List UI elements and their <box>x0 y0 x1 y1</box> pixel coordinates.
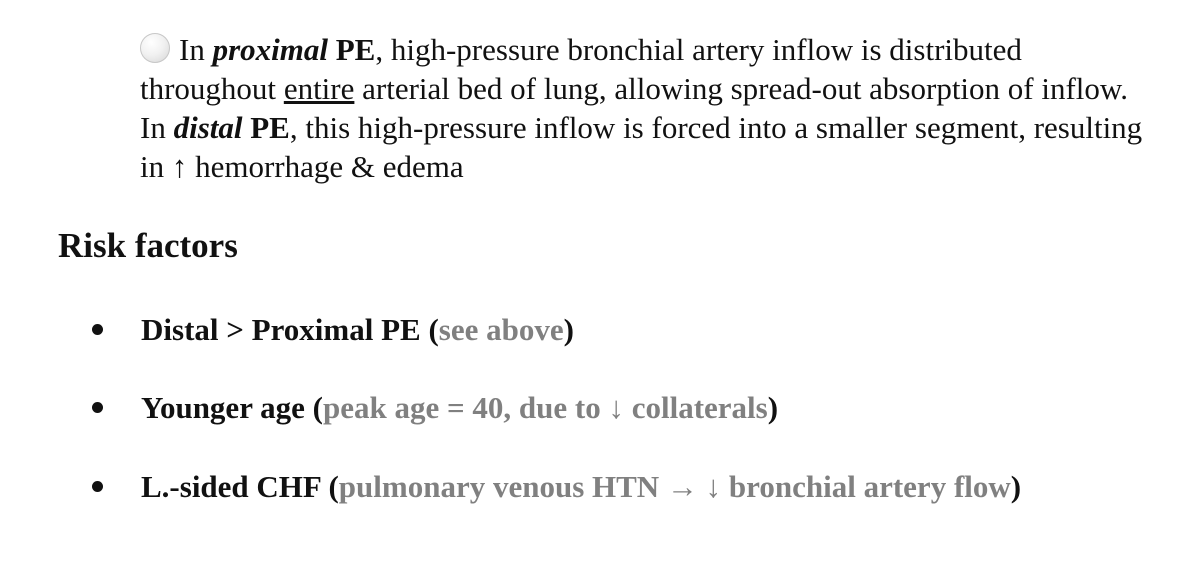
para-text-2: , high-pressure bronchial artery inflow is distributed throughout <box>140 32 1022 106</box>
pe-term-1: PE <box>327 32 376 67</box>
risk-factor-label: Distal > Proximal PE <box>141 312 421 347</box>
proximal-term: proximal <box>212 32 328 67</box>
risk-factor-note: peak age = 40, due to ↓ collaterals <box>322 390 768 425</box>
explanation-paragraph <box>140 30 1150 186</box>
para-text-3: arterial bed of lung, allowing spread-out absorption of inflow. In <box>140 71 1129 145</box>
para-text-4: , this high-pressure inflow is forced into a smaller segment, resulting in ↑ hemorrhage & edema <box>140 110 1143 184</box>
bullet-dot-icon <box>92 402 103 413</box>
bullet-dot-icon <box>92 324 103 335</box>
paren-open: ( <box>320 469 339 504</box>
risk-factor-text <box>141 388 778 428</box>
bubble-icon <box>140 33 170 63</box>
paren-close: ) <box>1010 469 1022 504</box>
risk-factor-label: L.-sided CHF <box>141 469 321 504</box>
paren-close: ) <box>563 312 574 347</box>
paren-open: ( <box>304 390 323 425</box>
risk-factor-note: pulmonary venous HTN → ↓ bronchial artery flow <box>338 469 1011 504</box>
para-text-1: In <box>179 32 213 67</box>
paren-close: ) <box>767 390 779 425</box>
risk-factor-text <box>141 467 1021 507</box>
entire-term: entire <box>283 71 355 106</box>
bullet-dot-icon <box>92 481 103 492</box>
risk-factors-heading: Risk factors <box>58 226 238 265</box>
distal-term: distal <box>173 110 243 145</box>
risk-factor-text <box>141 310 574 350</box>
risk-factor-note: see above <box>438 312 564 347</box>
paren-open: ( <box>420 312 439 347</box>
risk-factor-label: Younger age <box>141 390 305 425</box>
pe-term-2: PE <box>242 110 290 145</box>
